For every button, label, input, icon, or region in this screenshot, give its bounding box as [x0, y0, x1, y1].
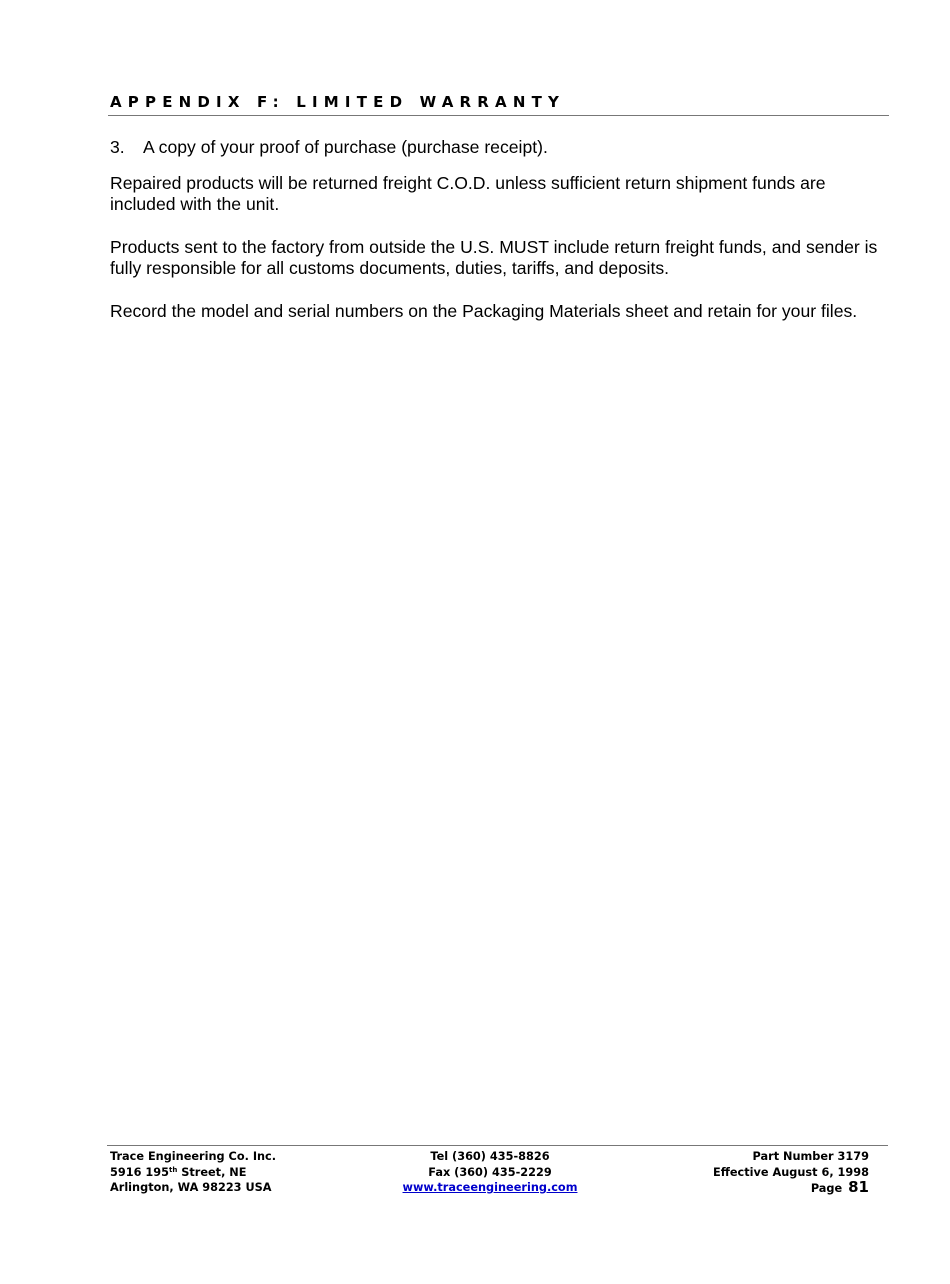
street-address: 5916 195th Street, NE — [110, 1165, 247, 1179]
page-indicator — [713, 1180, 869, 1197]
website-link[interactable]: www.traceengineering.com — [402, 1181, 578, 1194]
paragraph-return-freight: Repaired products will be returned freight C.O.D. unless sufficient return shipment funds are included with the unit. — [110, 173, 826, 214]
page-number: 81 — [848, 1178, 869, 1196]
list-item-text: A copy of your proof of purchase (purchase receipt). — [143, 137, 548, 157]
footer-divider — [107, 1145, 888, 1146]
effective-date: Effective August 6, 1998 — [713, 1165, 869, 1179]
footer-contact — [390, 1149, 590, 1196]
list-item-3 — [110, 137, 548, 158]
list-item-number: 3. — [110, 137, 125, 157]
telephone: Tel (360) 435-8826 — [430, 1150, 550, 1163]
footer-document-info — [713, 1149, 869, 1197]
city-state-zip: Arlington, WA 98223 USA — [110, 1181, 272, 1194]
footer-address — [110, 1149, 276, 1196]
part-number: Part Number 3179 — [752, 1150, 869, 1163]
header-divider — [108, 115, 889, 116]
paragraph-international-shipping: Products sent to the factory from outside the U.S. MUST include return freight funds, and sender is fully responsible for all customs documents, duties, tariffs, and deposits. — [110, 237, 878, 278]
page-label: Page — [810, 1182, 843, 1195]
appendix-title: APPENDIX F: LIMITED WARRANTY — [110, 93, 566, 111]
company-name: Trace Engineering Co. Inc. — [110, 1150, 277, 1163]
fax: Fax (360) 435-2229 — [428, 1165, 552, 1179]
paragraph-record-serial: Record the model and serial numbers on the Packaging Materials sheet and retain for your files. — [110, 301, 858, 321]
